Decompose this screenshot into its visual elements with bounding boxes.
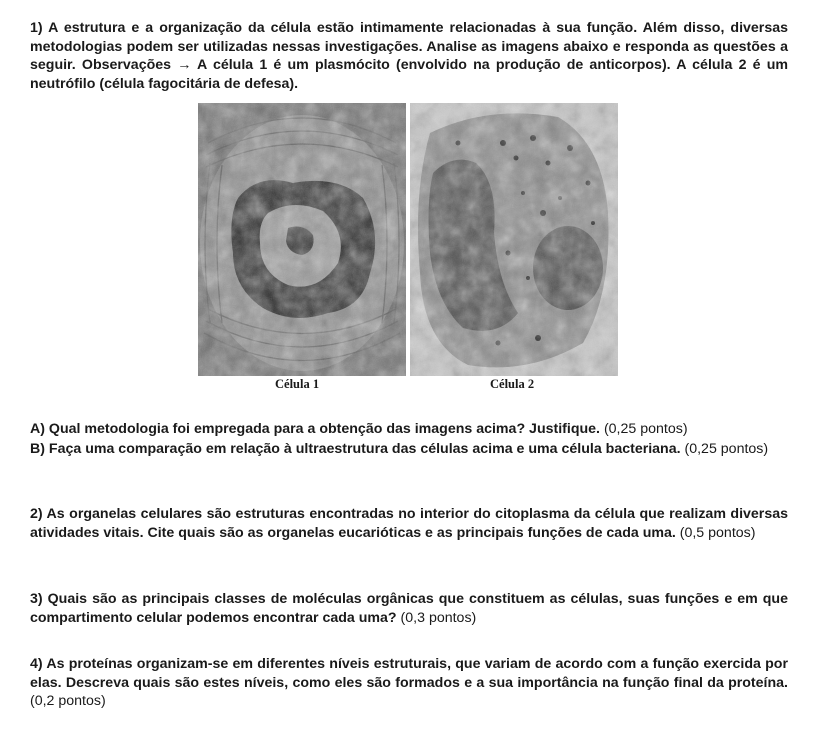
question-1b-text: B) Faça uma comparação em relação à ultraestrutura das células acima e uma célula bacteriana. <box>30 441 681 457</box>
question-3 <box>30 590 788 627</box>
question-2 <box>30 505 788 542</box>
question-4-text: 4) As proteínas organizam-se em diferentes níveis estruturais, que variam de acordo com a função exercida por elas. Descreva quais são estes níveis, como eles são formados e a sua importância na função final da proteína. <box>30 656 788 691</box>
question-3-text: 3) Quais são as principais classes de moléculas orgânicas que constituem as células, suas funções e em que compartimento celular podemos encontrar cada uma? <box>30 591 788 626</box>
question-1a-text: A) Qual metodologia foi empregada para a obtenção das imagens acima? Justifique. <box>30 421 600 437</box>
cell-1-micrograph <box>198 103 406 376</box>
question-2-points: (0,5 pontos) <box>675 524 756 541</box>
question-1 <box>30 19 788 93</box>
cell-micrographs <box>198 103 618 395</box>
cell-1-caption: Célula 1 <box>275 377 320 391</box>
question-1a <box>30 420 788 439</box>
micrograph-images <box>198 103 618 395</box>
question-4-points: (0,2 pontos) <box>30 693 106 710</box>
question-1b <box>30 440 788 459</box>
question-1b-points: (0,25 pontos) <box>680 441 769 457</box>
question-2-text: 2) As organelas celulares são estruturas encontradas no interior do citoplasma da célula que realizam diversas atividades vitais. Cite quais são as organelas eucarióticas e as principais funções de cada uma. <box>30 506 788 541</box>
question-4 <box>30 655 788 711</box>
question-1a-points: (0,25 pontos) <box>600 421 688 437</box>
question-1-text: 1) A estrutura e a organização da célula estão intimamente relacionadas à sua função. Além disso, diversas metodologias podem ser utilizadas nessas investigações. Analise as imagens abaixo e responda as questões a seguir. Observações → A célula 1 é um plasmócito (envolvido na produção de anticorpos). A célula 2 é um neutrófilo (célula fagocitária de defesa). <box>30 20 788 92</box>
cell-2-micrograph <box>410 103 618 376</box>
cell-2-caption: Célula 2 <box>490 377 535 391</box>
question-3-points: (0,3 pontos) <box>396 609 477 626</box>
